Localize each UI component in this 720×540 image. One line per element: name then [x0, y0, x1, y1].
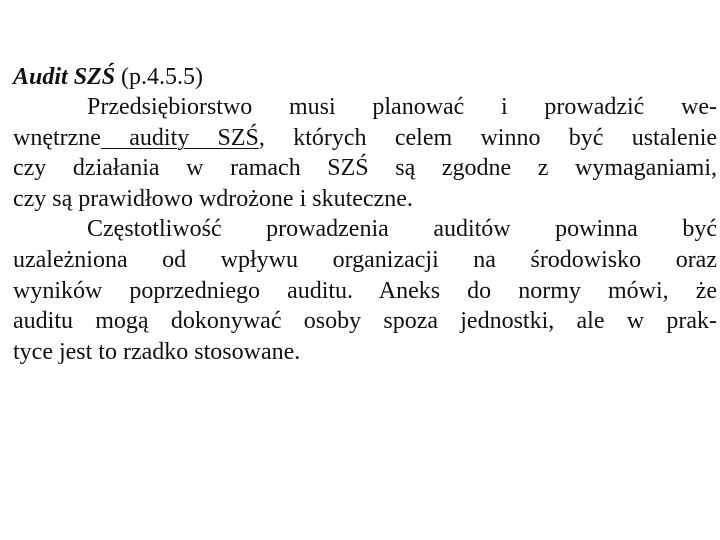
paragraph1-line4: czy są prawidłowo wdrożone i skuteczne. — [13, 185, 413, 212]
heading-title: Audit SZŚ — [13, 64, 116, 90]
paragraph1-line2-pre: wnętrzne — [13, 124, 101, 151]
paragraph1-line2-post: , których celem winno być ustalenie — [258, 124, 718, 151]
paragraph2-line2: uzależniona od wpływu organizacji na środowisko oraz — [13, 246, 717, 273]
heading-ref: (p.4.5.5) — [121, 64, 204, 90]
paragraph2-line4: auditu mogą dokonywać osoby spoza jednostki, ale w prak- — [13, 308, 717, 335]
audit-link-text: audity SZŚ — [100, 124, 259, 151]
paragraph2-line5: tyce jest to rzadko stosowane. — [13, 338, 301, 365]
paragraph2-line3: wyników poprzedniego auditu. Aneks do normy mówi, że — [13, 277, 717, 304]
paragraph1-line1: Przedsiębiorstwo musi planować i prowadzić we- — [87, 94, 717, 120]
paragraph-audit-frequency — [13, 214, 717, 367]
paragraph1-line2 — [13, 123, 717, 154]
slide-content — [13, 62, 717, 367]
paragraph-audit-requirement — [13, 92, 717, 214]
paragraph2-line1: Częstotliwość prowadzenia auditów powinna być — [87, 216, 717, 243]
paragraph1-line3: czy działania w ramach SZŚ są zgodne z wymaganiami, — [13, 155, 717, 182]
section-heading — [13, 62, 717, 92]
